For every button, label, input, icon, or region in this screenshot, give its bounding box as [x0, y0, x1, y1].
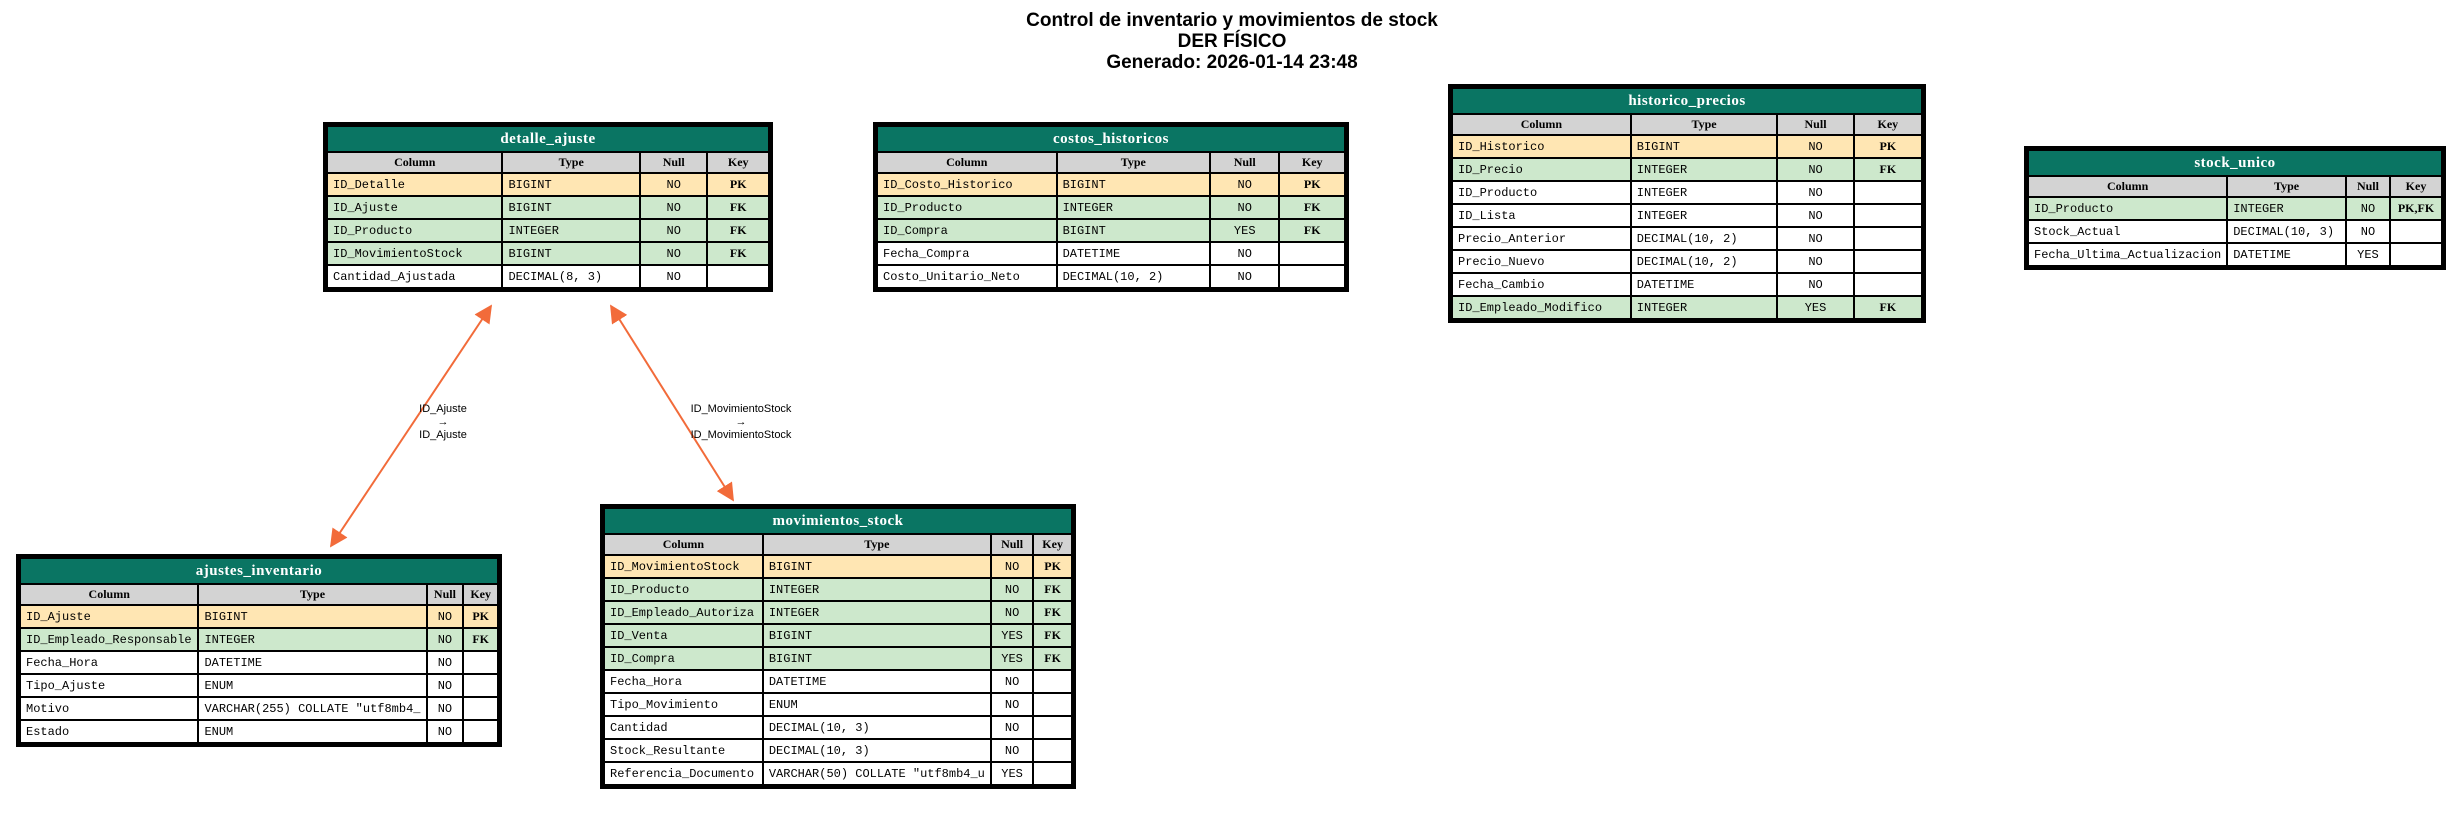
cell-column: Tipo_Movimiento	[605, 694, 762, 715]
table-row[interactable]	[1453, 159, 1921, 180]
cell-type: DATETIME	[199, 652, 425, 673]
cell-type: DATETIME	[2228, 244, 2345, 265]
cell-type: DECIMAL(10, 2)	[1058, 266, 1209, 287]
table-row[interactable]	[21, 606, 497, 627]
cell-null: NO	[428, 606, 463, 627]
table-row[interactable]	[878, 266, 1344, 287]
col-header-key: Key	[464, 585, 497, 604]
cell-key: FK	[1034, 602, 1071, 623]
cell-null: NO	[1778, 159, 1852, 180]
col-header-type: Type	[503, 153, 639, 172]
col-header-type: Type	[199, 585, 425, 604]
table-movimientos_stock[interactable]	[600, 504, 1076, 789]
table-row[interactable]	[605, 625, 1071, 646]
cell-column: ID_Empleado_Modifico	[1453, 297, 1630, 318]
cell-column: ID_Producto	[605, 579, 762, 600]
cell-null: NO	[641, 174, 706, 195]
cell-key	[1034, 717, 1071, 738]
cell-null: NO	[641, 266, 706, 287]
cell-column: Fecha_Compra	[878, 243, 1056, 264]
cell-column: ID_Ajuste	[328, 197, 501, 218]
table-title: stock_unico	[2029, 151, 2441, 175]
cell-type: BIGINT	[199, 606, 425, 627]
cell-column: ID_Compra	[878, 220, 1056, 241]
cell-null: NO	[641, 197, 706, 218]
cell-type: DECIMAL(10, 3)	[764, 717, 990, 738]
relation-label-ajuste-from: ID_Ajuste	[419, 403, 467, 415]
cell-type: INTEGER	[199, 629, 425, 650]
cell-null: NO	[992, 602, 1032, 623]
table-row[interactable]	[21, 629, 497, 650]
cell-key	[1034, 671, 1071, 692]
table-row[interactable]	[1453, 136, 1921, 157]
cell-key	[1855, 274, 1921, 295]
cell-type: DATETIME	[1632, 274, 1777, 295]
cell-type: DECIMAL(8, 3)	[503, 266, 639, 287]
cell-null: NO	[428, 721, 463, 742]
cell-key	[464, 698, 497, 719]
table-stock_unico[interactable]	[2024, 146, 2446, 270]
cell-key: FK	[1034, 625, 1071, 646]
title-line-3: Generado: 2026-01-14 23:48	[1106, 52, 1358, 73]
cell-null: NO	[1211, 197, 1278, 218]
cell-column: ID_Empleado_Autoriza	[605, 602, 762, 623]
cell-column: Precio_Nuevo	[1453, 251, 1630, 272]
cell-null: YES	[992, 625, 1032, 646]
cell-type: DECIMAL(10, 2)	[1632, 228, 1777, 249]
relation-label-movimiento-arrow: →	[735, 416, 747, 428]
cell-type: INTEGER	[1058, 197, 1209, 218]
cell-column: ID_Costo_Historico	[878, 174, 1056, 195]
table-row[interactable]	[328, 220, 768, 241]
col-header-key: Key	[1034, 535, 1071, 554]
table-row[interactable]	[1453, 274, 1921, 295]
cell-key: FK	[1034, 648, 1071, 669]
relation-label-movimiento-to: ID_MovimientoStock	[690, 429, 792, 441]
cell-key	[708, 266, 768, 287]
cell-type: BIGINT	[1058, 174, 1209, 195]
cell-column: Cantidad_Ajustada	[328, 266, 501, 287]
cell-null: NO	[992, 671, 1032, 692]
table-detalle_ajuste[interactable]	[323, 122, 773, 292]
col-header-type: Type	[1632, 115, 1777, 134]
table-row[interactable]	[21, 721, 497, 742]
cell-type: INTEGER	[1632, 297, 1777, 318]
cell-column: ID_Producto	[1453, 182, 1630, 203]
cell-null: NO	[1778, 228, 1852, 249]
cell-key: FK	[464, 629, 497, 650]
table-historico_precios[interactable]	[1448, 84, 1926, 323]
table-row[interactable]	[2029, 221, 2441, 242]
cell-column: Referencia_Documento	[605, 763, 762, 784]
relation-line-ajuste	[331, 306, 491, 546]
cell-null: NO	[992, 556, 1032, 577]
cell-column: Precio_Anterior	[1453, 228, 1630, 249]
table-row[interactable]	[328, 243, 768, 264]
cell-type: INTEGER	[1632, 205, 1777, 226]
col-header-null: Null	[1778, 115, 1852, 134]
table-row[interactable]	[2029, 198, 2441, 219]
cell-key: PK	[464, 606, 497, 627]
cell-null: NO	[428, 652, 463, 673]
table-row[interactable]	[328, 266, 768, 287]
table-row[interactable]	[605, 694, 1071, 715]
table-row[interactable]	[878, 174, 1344, 195]
cell-type: INTEGER	[764, 579, 990, 600]
cell-key: FK	[708, 197, 768, 218]
table-ajustes_inventario[interactable]	[16, 554, 502, 747]
table-row[interactable]	[605, 602, 1071, 623]
table-row[interactable]	[328, 197, 768, 218]
table-row[interactable]	[605, 740, 1071, 761]
cell-column: Fecha_Ultima_Actualizacion	[2029, 244, 2226, 265]
cell-key: FK	[708, 243, 768, 264]
cell-key	[1034, 763, 1071, 784]
cell-column: ID_Producto	[2029, 198, 2226, 219]
table-row[interactable]	[878, 220, 1344, 241]
col-header-type: Type	[764, 535, 990, 554]
col-header-null: Null	[641, 153, 706, 172]
col-header-column: Column	[2029, 177, 2226, 196]
table-row[interactable]	[2029, 244, 2441, 265]
table-row[interactable]	[1453, 297, 1921, 318]
cell-column: Stock_Actual	[2029, 221, 2226, 242]
cell-key	[2391, 244, 2441, 265]
cell-null: NO	[428, 629, 463, 650]
cell-key: PK	[1855, 136, 1921, 157]
cell-column: ID_Venta	[605, 625, 762, 646]
col-header-column: Column	[605, 535, 762, 554]
cell-column: ID_Empleado_Responsable	[21, 629, 197, 650]
table-row[interactable]	[605, 717, 1071, 738]
cell-type: BIGINT	[764, 625, 990, 646]
col-header-type: Type	[1058, 153, 1209, 172]
table-row[interactable]	[1453, 251, 1921, 272]
col-header-key: Key	[2391, 177, 2441, 196]
cell-type: DECIMAL(10, 2)	[1632, 251, 1777, 272]
cell-column: ID_Compra	[605, 648, 762, 669]
cell-null: NO	[1211, 243, 1278, 264]
cell-key: FK	[1280, 197, 1344, 218]
cell-type: INTEGER	[2228, 198, 2345, 219]
cell-null: NO	[641, 243, 706, 264]
cell-type: BIGINT	[503, 243, 639, 264]
cell-type: BIGINT	[764, 556, 990, 577]
cell-column: Stock_Resultante	[605, 740, 762, 761]
col-header-column: Column	[1453, 115, 1630, 134]
cell-null: NO	[992, 740, 1032, 761]
cell-key	[464, 721, 497, 742]
cell-column: ID_Lista	[1453, 205, 1630, 226]
cell-key: FK	[708, 220, 768, 241]
table-row[interactable]	[21, 652, 497, 673]
cell-null: NO	[1778, 251, 1852, 272]
cell-null: NO	[2347, 221, 2389, 242]
table-row[interactable]	[1453, 182, 1921, 203]
cell-key: PK	[1280, 174, 1344, 195]
cell-key	[1034, 740, 1071, 761]
col-header-key: Key	[1280, 153, 1344, 172]
title-line-1: Control de inventario y movimientos de stock	[1026, 10, 1438, 31]
cell-type: BIGINT	[764, 648, 990, 669]
cell-null: NO	[992, 717, 1032, 738]
cell-null: YES	[1211, 220, 1278, 241]
cell-column: Fecha_Cambio	[1453, 274, 1630, 295]
cell-key	[1280, 243, 1344, 264]
cell-type: DECIMAL(10, 3)	[764, 740, 990, 761]
relation-label-ajuste-to: ID_Ajuste	[419, 429, 467, 441]
table-row[interactable]	[328, 174, 768, 195]
cell-type: DECIMAL(10, 3)	[2228, 221, 2345, 242]
table-title: historico_precios	[1453, 89, 1921, 113]
table-title: detalle_ajuste	[328, 127, 768, 151]
table-row[interactable]	[605, 579, 1071, 600]
cell-key: PK	[708, 174, 768, 195]
col-header-type: Type	[2228, 177, 2345, 196]
table-row[interactable]	[878, 197, 1344, 218]
cell-column: ID_Detalle	[328, 174, 501, 195]
cell-key	[1034, 694, 1071, 715]
cell-null: NO	[1211, 266, 1278, 287]
relation-label-ajuste-arrow: →	[437, 416, 449, 428]
table-title: movimientos_stock	[605, 509, 1071, 533]
cell-type: INTEGER	[1632, 159, 1777, 180]
col-header-null: Null	[992, 535, 1032, 554]
relation-label-movimiento-from: ID_MovimientoStock	[690, 403, 792, 415]
cell-column: Cantidad	[605, 717, 762, 738]
cell-column: Motivo	[21, 698, 197, 719]
cell-null: NO	[1778, 274, 1852, 295]
cell-key	[1280, 266, 1344, 287]
cell-null: YES	[992, 763, 1032, 784]
cell-column: Costo_Unitario_Neto	[878, 266, 1056, 287]
col-header-null: Null	[428, 585, 463, 604]
cell-key	[2391, 221, 2441, 242]
cell-type: BIGINT	[1058, 220, 1209, 241]
table-costos_historicos[interactable]	[873, 122, 1349, 292]
col-header-null: Null	[1211, 153, 1278, 172]
table-row[interactable]	[605, 556, 1071, 577]
col-header-column: Column	[878, 153, 1056, 172]
cell-null: NO	[992, 694, 1032, 715]
cell-column: ID_Producto	[878, 197, 1056, 218]
cell-type: BIGINT	[503, 174, 639, 195]
table-row[interactable]	[1453, 228, 1921, 249]
cell-key: FK	[1280, 220, 1344, 241]
table-row[interactable]	[605, 671, 1071, 692]
cell-column: Tipo_Ajuste	[21, 675, 197, 696]
cell-column: Estado	[21, 721, 197, 742]
cell-type: INTEGER	[764, 602, 990, 623]
cell-key	[1855, 228, 1921, 249]
cell-type: INTEGER	[503, 220, 639, 241]
cell-null: YES	[1778, 297, 1852, 318]
cell-null: YES	[2347, 244, 2389, 265]
cell-column: ID_Historico	[1453, 136, 1630, 157]
col-header-key: Key	[1855, 115, 1921, 134]
table-row[interactable]	[605, 648, 1071, 669]
cell-null: NO	[428, 698, 463, 719]
cell-null: NO	[1778, 182, 1852, 203]
cell-null: NO	[1211, 174, 1278, 195]
cell-key	[1855, 182, 1921, 203]
cell-key: FK	[1855, 297, 1921, 318]
cell-type: BIGINT	[1632, 136, 1777, 157]
cell-type: ENUM	[199, 721, 425, 742]
cell-type: INTEGER	[1632, 182, 1777, 203]
cell-null: NO	[428, 675, 463, 696]
cell-column: Fecha_Hora	[605, 671, 762, 692]
table-row[interactable]	[878, 243, 1344, 264]
table-row[interactable]	[1453, 205, 1921, 226]
cell-column: Fecha_Hora	[21, 652, 197, 673]
col-header-key: Key	[708, 153, 768, 172]
cell-column: ID_Producto	[328, 220, 501, 241]
table-row[interactable]	[21, 675, 497, 696]
cell-type: DATETIME	[1058, 243, 1209, 264]
cell-null: NO	[2347, 198, 2389, 219]
cell-key	[1855, 205, 1921, 226]
cell-key: FK	[1855, 159, 1921, 180]
title-line-2: DER FÍSICO	[1177, 31, 1287, 52]
cell-type: ENUM	[764, 694, 990, 715]
cell-column: ID_Ajuste	[21, 606, 197, 627]
cell-null: YES	[992, 648, 1032, 669]
cell-column: ID_MovimientoStock	[605, 556, 762, 577]
col-header-column: Column	[21, 585, 197, 604]
cell-type: ENUM	[199, 675, 425, 696]
cell-type: VARCHAR(255) COLLATE "utf8mb4_	[199, 698, 425, 719]
cell-column: ID_MovimientoStock	[328, 243, 501, 264]
table-row[interactable]	[605, 763, 1071, 784]
cell-column: ID_Precio	[1453, 159, 1630, 180]
col-header-null: Null	[2347, 177, 2389, 196]
table-title: ajustes_inventario	[21, 559, 497, 583]
cell-null: NO	[1778, 205, 1852, 226]
cell-null: NO	[1778, 136, 1852, 157]
cell-key: FK	[1034, 579, 1071, 600]
cell-key: PK	[1034, 556, 1071, 577]
cell-type: BIGINT	[503, 197, 639, 218]
cell-key: PK,FK	[2391, 198, 2441, 219]
cell-key	[464, 652, 497, 673]
cell-null: NO	[641, 220, 706, 241]
table-row[interactable]	[21, 698, 497, 719]
cell-type: DATETIME	[764, 671, 990, 692]
col-header-column: Column	[328, 153, 501, 172]
cell-key	[464, 675, 497, 696]
cell-key	[1855, 251, 1921, 272]
cell-type: VARCHAR(50) COLLATE "utf8mb4_u	[764, 763, 990, 784]
table-title: costos_historicos	[878, 127, 1344, 151]
cell-null: NO	[992, 579, 1032, 600]
